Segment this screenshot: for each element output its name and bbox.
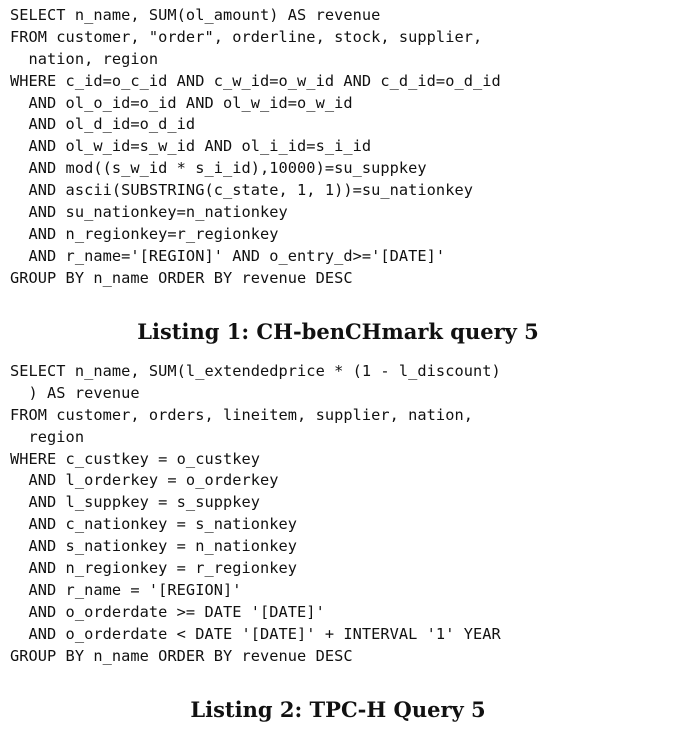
code-line: AND mod((s_w_id * s_i_id),10000)=su_suppkey: [10, 159, 427, 178]
code-line: AND l_orderkey = o_orderkey: [10, 471, 279, 490]
code-line: GROUP BY n_name ORDER BY revenue DESC: [10, 268, 353, 287]
code-line: SELECT n_name, SUM(ol_amount) AS revenue: [10, 6, 381, 24]
code-line: GROUP BY n_name ORDER BY revenue DESC: [10, 646, 353, 665]
code-line: AND l_suppkey = s_suppkey: [10, 493, 261, 512]
code-line: AND ol_d_id=o_d_id: [10, 115, 196, 134]
code-line: nation, region: [10, 49, 159, 68]
code-line: WHERE c_id=o_c_id AND c_w_id=o_w_id AND c_d_id=o_d_id: [10, 71, 501, 90]
code-line: AND n_regionkey=r_regionkey: [10, 224, 279, 243]
code-line: AND r_name='[REGION]' AND o_entry_d>='[DATE]': [10, 246, 446, 265]
code-line: ) AS revenue: [10, 383, 140, 402]
code-listing-ch-benchmark-q5: [10, 5, 501, 290]
code-line: WHERE c_custkey = o_custkey: [10, 449, 261, 468]
code-line: AND o_orderdate >= DATE '[DATE]': [10, 602, 325, 621]
code-line: AND ol_o_id=o_id AND ol_w_id=o_w_id: [10, 93, 353, 112]
code-line: AND r_name = '[REGION]': [10, 580, 242, 599]
code-line: AND c_nationkey = s_nationkey: [10, 515, 298, 534]
code-line: AND su_nationkey=n_nationkey: [10, 203, 288, 222]
code-line: AND n_regionkey = r_regionkey: [10, 559, 298, 578]
code-line: FROM customer, orders, lineitem, supplier, nation,: [10, 405, 473, 424]
code-line: AND s_nationkey = n_nationkey: [10, 537, 298, 556]
code-line: AND ascii(SUBSTRING(c_state, 1, 1))=su_nationkey: [10, 181, 473, 200]
code-line: FROM customer, "order", orderline, stock, supplier,: [10, 27, 483, 46]
code-line: SELECT n_name, SUM(l_extendedprice * (1 - l_discount): [10, 362, 501, 380]
code-listing-tpch-q5: [10, 361, 501, 667]
listing-caption: Listing 2: TPC-H Query 5: [190, 697, 486, 722]
code-line: AND o_orderdate < DATE '[DATE]' + INTERVAL '1' YEAR: [10, 624, 501, 643]
code-line: region: [10, 427, 85, 446]
listing-caption: Listing 1: CH-benCHmark query 5: [137, 319, 539, 344]
code-line: AND ol_w_id=s_w_id AND ol_i_id=s_i_id: [10, 137, 372, 156]
